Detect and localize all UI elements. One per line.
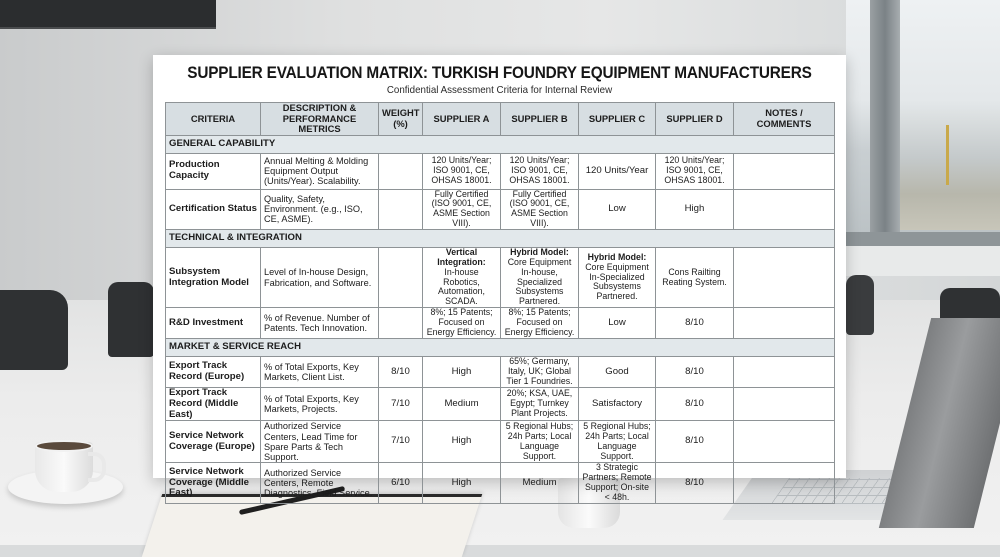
supplier-b-model-detail: Core Equipment In-house, Specialized Subsystems Partnered. [507,256,572,307]
supplier-d-cell: Cons Railting Reating System. [656,247,734,307]
city-view [900,110,1000,230]
window-frame [870,0,900,240]
supplier-c-model-label: Hybrid Model: [587,251,647,262]
weight-cell: 7/10 [379,388,423,421]
supplier-d-cell: 8/10 [656,357,734,388]
table-row [166,189,835,229]
supplier-c-cell: Satisfactory [579,388,656,421]
weight-cell: 6/10 [379,463,423,503]
header-supplier-d: SUPPLIER D [656,103,734,136]
description-cell: % of Total Exports, Key Markets, Projects. [261,388,379,421]
weight-cell [379,308,423,339]
table-row [166,388,835,421]
table-row [166,421,835,463]
supplier-a-cell: Medium [423,388,501,421]
supplier-c-cell: Low [579,308,656,339]
header-description: DESCRIPTION & PERFORMANCE METRICS [261,103,379,136]
supplier-c-cell: 3 Strategic Partners; Remote Support; On-site < 48h. [579,463,656,503]
supplier-c-cell: Low [579,189,656,229]
supplier-b-cell: Medium [501,463,579,503]
supplier-d-cell: 8/10 [656,308,734,339]
chair [846,275,874,335]
table-row [166,357,835,388]
description-cell: Level of In-house Design, Fabrication, and Software. [261,247,379,307]
window-frame-bottom [846,232,1000,246]
header-supplier-b: SUPPLIER B [501,103,579,136]
supplier-d-cell: 8/10 [656,421,734,463]
chair [108,282,154,357]
supplier-d-cell: 8/10 [656,463,734,503]
supplier-a-cell: High [423,357,501,388]
notes-cell[interactable] [734,421,835,463]
description-cell: Authorized Service Centers, Lead Time for Spare Parts & Tech Support. [261,421,379,463]
supplier-c-cell: 5 Regional Hubs; 24h Parts; Local Language Support. [579,421,656,463]
supplier-d-cell: 120 Units/Year; ISO 9001, CE, OHSAS 18001. [656,153,734,189]
supplier-b-cell: 8%; 15 Patents; Focused on Energy Efficiency. [501,308,579,339]
supplier-a-cell: High [423,463,501,503]
criteria-cell: Export Track Record (Europe) [166,357,261,388]
supplier-b-cell: Fully Certified (ISO 9001, CE, ASME Section VIII). [501,189,579,229]
description-cell: Annual Melting & Molding Equipment Output (Units/Year). Scalability. [261,153,379,189]
criteria-cell: Production Capacity [166,153,261,189]
section-title: GENERAL CAPABILITY [166,135,835,153]
crane [946,125,949,185]
weight-cell [379,189,423,229]
supplier-b-cell: 120 Units/Year; ISO 9001, CE, OHSAS 18001. [501,153,579,189]
section-title: TECHNICAL & INTEGRATION [166,229,835,247]
cup-handle [88,452,106,482]
section-title: MARKET & SERVICE REACH [166,339,835,357]
evaluation-matrix-table [165,102,835,504]
notes-cell[interactable] [734,357,835,388]
supplier-c-cell: Good [579,357,656,388]
section-row [166,229,835,247]
supplier-b-cell [501,247,579,307]
supplier-a-cell [423,247,501,307]
supplier-b-cell: 5 Regional Hubs; 24h Parts; Local Language Support. [501,421,579,463]
supplier-a-model-detail: In-house Robotics, Automation, SCADA. [438,266,485,307]
supplier-b-model-label: Hybrid Model: [510,247,569,257]
supplier-d-cell: 8/10 [656,388,734,421]
supplier-a-cell: 8%; 15 Patents; Focused on Energy Efficiency. [423,308,501,339]
supplier-a-model-label: Vertical Integration: [437,247,486,267]
notes-cell[interactable] [734,308,835,339]
header-notes: NOTES / COMMENTS [734,103,835,136]
criteria-cell: R&D Investment [166,308,261,339]
table-row [166,153,835,189]
supplier-b-cell: 20%; KSA, UAE, Egypt; Turnkey Plant Projects. [501,388,579,421]
section-row [166,339,835,357]
header-weight: WEIGHT (%) [379,103,423,136]
document-subtitle: Confidential Assessment Criteria for Internal Review [386,84,613,96]
supplier-c-model-detail: Core Equipment In-Specialized Subsystems Partnered. [585,261,649,302]
notes-cell[interactable] [734,189,835,229]
description-cell: Authorized Service Centers, Remote Diagnostics, Field Service. [261,463,379,503]
weight-cell [379,247,423,307]
header-supplier-a: SUPPLIER A [423,103,501,136]
description-cell: Quality, Safety, Environment. (e.g., ISO, CE, ASME). [261,189,379,229]
supplier-a-cell: Fully Certified (ISO 9001, CE, ASME Section VIII). [423,189,501,229]
weight-cell: 7/10 [379,421,423,463]
table-row [166,308,835,339]
supplier-b-cell: 65%; Germany, Italy, UK; Global Tier 1 Foundries. [501,357,579,388]
criteria-cell: Certification Status [166,189,261,229]
criteria-cell: Service Network Coverage (Middle East) [166,463,261,503]
criteria-cell: Subsystem Integration Model [166,247,261,307]
evaluation-document [153,55,846,502]
header-supplier-c: SUPPLIER C [579,103,656,136]
window-sill [846,246,1000,276]
table-row [166,463,835,503]
supplier-c-cell [579,247,656,307]
description-cell: % of Revenue. Number of Patents. Tech Innovation. [261,308,379,339]
document-title: SUPPLIER EVALUATION MATRIX: TURKISH FOUNDRY EQUIPMENT MANUFACTURERS [187,64,812,82]
table-header-row [166,103,835,136]
supplier-a-cell: 120 Units/Year; ISO 9001, CE, OHSAS 18001. [423,153,501,189]
criteria-cell: Export Track Record (Middle East) [166,388,261,421]
chair [0,290,68,370]
description-cell: % of Total Exports, Key Markets, Client List. [261,357,379,388]
coffee-surface [35,440,93,452]
wall-tv [0,0,216,29]
notes-cell[interactable] [734,153,835,189]
supplier-d-cell: High [656,189,734,229]
supplier-c-cell: 120 Units/Year [579,153,656,189]
section-row [166,135,835,153]
weight-cell [379,153,423,189]
criteria-cell: Service Network Coverage (Europe) [166,421,261,463]
notes-cell[interactable] [734,388,835,421]
supplier-a-cell: High [423,421,501,463]
table-row [166,247,835,307]
notes-cell[interactable] [734,463,835,503]
header-criteria: CRITERIA [166,103,261,136]
weight-cell: 8/10 [379,357,423,388]
notes-cell[interactable] [734,247,835,307]
